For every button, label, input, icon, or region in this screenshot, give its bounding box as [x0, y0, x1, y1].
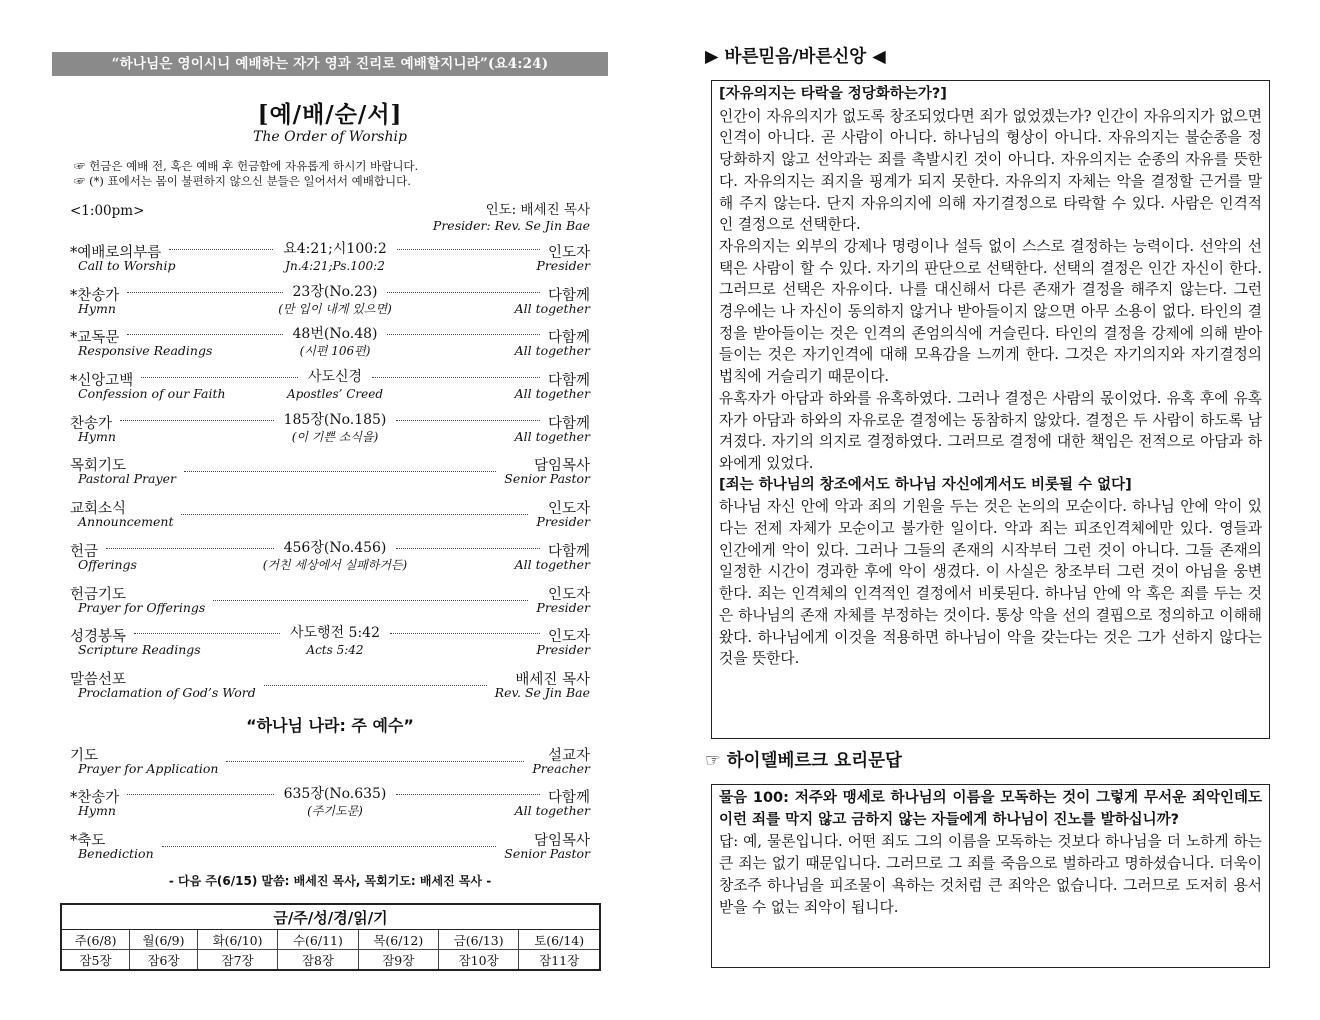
dot-leader	[127, 794, 273, 795]
catechism-answer: 답: 예, 물론입니다. 어떤 죄도 그의 이름을 모독하는 것보다 하나님을 더 노하게 하는 큰 죄는 없기 때문입니다. 그러므로 그 죄를 죽음으로 벌하라고 명하셨습니다. 더욱이 창조주 하나님을 피조물이 욕하는 것처럼 큰 죄악은 없습니다. 그러므로 도저히 용서받을 수 없는 죄악이 됩니다.	[719, 833, 1262, 916]
order-item-leader-english: All together	[514, 386, 590, 402]
order-item-leader: 다함께	[547, 415, 590, 432]
order-item-name: 교회소식	[70, 501, 127, 518]
order-item	[52, 452, 608, 495]
order-item-detail-sub: Acts 5:42	[306, 643, 364, 658]
dot-leader	[226, 761, 524, 762]
dot-leader	[387, 334, 539, 335]
order-item-leader-english: All together	[514, 428, 590, 444]
order-item-leader: 인도자	[547, 245, 590, 261]
reading-chapter: 잠6장	[130, 950, 198, 971]
order-item-leader: 인도자	[547, 501, 590, 518]
dot-leader	[213, 600, 528, 601]
order-item-detail	[212, 369, 458, 403]
dot-leader	[264, 685, 487, 686]
order-item-leader-english: Rev. Se Jin Bae	[494, 684, 590, 700]
order-item-name: 찬송가	[70, 415, 113, 432]
order-item	[52, 623, 608, 666]
reading-chapter: 잠5장	[61, 950, 130, 971]
order-item-name: 목회기도	[70, 458, 127, 475]
order-item-name-english: Prayer for Application	[78, 760, 219, 776]
dot-leader	[141, 377, 298, 378]
order-item-leader-english: All together	[514, 300, 590, 316]
order-item	[52, 410, 608, 453]
dot-leader	[127, 292, 282, 293]
order-item-name-english: Confession of our Faith	[78, 386, 226, 402]
order-item-leader-english: Presider	[536, 514, 590, 530]
order-item-name-english: Proclamation of God’s Word	[78, 684, 256, 700]
order-list-after-sermon	[52, 742, 608, 870]
dot-leader	[106, 548, 274, 549]
order-item-name-english: Scripture Readings	[78, 642, 201, 658]
order-item-leader: 담임목사	[533, 832, 590, 849]
order-item-leader-english: Senior Pastor	[504, 845, 590, 861]
order-item	[52, 239, 608, 282]
article-paragraph-1: 인간이 자유의지가 없도록 창조되었다면 죄가 없었겠는가? 인간이 자유의지가 없으면 인격이 아니다. 곧 사람이 아니다. 하나님의 형상이 아니다. 자유의지는 불순종을 정당화하지 않고 선악과는 죄를 촉발시킨 것이 아니다. 자유의지는 순종의 자유를 뜻한다. 자유의지는 죄지을 핑계가 되지 못한다. 자유의지 자체는 악을 결정할 근거를 말해 주지 않는다. 단지 자유의지에 의해 자기결정으로 타락할 수 있다. 사람은 인격적인 결정으로 선택한다.	[719, 107, 1262, 234]
order-item-name-english: Pastoral Prayer	[78, 471, 176, 487]
order-item-name: *찬송가	[70, 287, 120, 304]
order-item-leader-english: Preacher	[532, 760, 590, 776]
leader-korean: 인도: 배세진 목사	[485, 202, 590, 218]
service-leader	[433, 203, 590, 233]
right-page	[705, 40, 1270, 74]
article-paragraph-2: 자유의지는 외부의 강제나 명령이나 설득 없이 스스로 결정하는 능력이다. 선악의 선택은 사람이 할 수 있다. 자기의 판단으로 선택한다. 선택의 결정은 인간 자신이 한다. 그러므로 선택은 자유이다. 나를 대신해서 다른 존재가 결정을 해주지 않는다. 그런 경우에는 나 자신이 동의하지 않거나 받아들이지 않으면 아무 소용이 없다. 타인의 결정을 받아들이는 것은 인격의 존엄의식에 거슬린다. 타인의 결정을 강제에 의해 받아들이는 것은 자기인격에 대해 모욕감을 느끼게 한다. 그것은 자기의지와 자기결정의 법칙에 거슬리기 때문이다.	[719, 237, 1262, 386]
order-item-detail-main: 185장(No.185)	[283, 411, 387, 428]
order-item-leader-english: Presider	[536, 599, 590, 615]
dot-leader	[396, 794, 540, 795]
order-item-name: *신앙고백	[70, 373, 134, 390]
order-item-leader: 다함께	[547, 790, 590, 807]
dot-leader	[396, 420, 540, 421]
order-item-leader-english: Presider	[536, 258, 590, 273]
order-item-name-english: Prayer for Offerings	[78, 599, 206, 615]
reading-day: 화(6/10)	[197, 930, 277, 950]
page-subtitle: The Order of Worship	[253, 129, 407, 145]
order-of-worship-page	[52, 52, 608, 889]
order-item-name: *찬송가	[70, 790, 120, 807]
reading-day: 주(6/8)	[61, 930, 130, 950]
order-item-leader: 다함께	[547, 543, 590, 560]
order-item-leader-english: Presider	[536, 642, 590, 658]
catechism-question: 물음 100: 저주와 맹세로 하나님의 이름을 모독하는 것이 그렇게 무서운 죄악인데도 이런 죄를 막지 않고 금하지 않는 자들에게 하나님이 진노를 발하십니까?	[719, 790, 1262, 828]
order-item-leader-english: All together	[514, 556, 590, 572]
order-item-detail	[212, 241, 458, 275]
order-item-name-english: Offerings	[78, 556, 137, 572]
dot-leader	[169, 249, 273, 250]
dot-leader	[387, 292, 539, 293]
order-item	[52, 827, 608, 870]
order-item	[52, 581, 608, 624]
service-time: <1:00pm>	[70, 203, 145, 219]
order-item-detail-main: 사도행전 5:42	[290, 625, 380, 642]
order-item-leader: 다함께	[547, 373, 590, 390]
order-item-name: *교독문	[70, 330, 120, 347]
order-item-detail-sub: (이 기쁜 소식을)	[291, 429, 379, 444]
reading-days-row	[61, 930, 600, 950]
order-item-name-english: Hymn	[78, 428, 116, 444]
order-item-detail	[212, 412, 458, 446]
order-list	[52, 239, 608, 709]
order-item	[52, 367, 608, 410]
order-item-name: 말씀선포	[70, 671, 127, 688]
order-item-leader: 인도자	[547, 629, 590, 646]
order-item-detail-main: 635장(No.635)	[283, 786, 387, 803]
order-item-leader-english: All together	[514, 803, 590, 819]
order-item-leader: 다함께	[547, 330, 590, 347]
dot-leader	[134, 633, 280, 634]
page-title: [예/배/순/서]	[257, 101, 403, 128]
dot-leader	[162, 846, 497, 847]
order-item-detail	[212, 786, 458, 820]
dot-leader	[120, 420, 274, 421]
dot-leader	[181, 514, 528, 515]
order-item-detail-main: 요4:21;시100:2	[283, 241, 387, 257]
reading-chapter: 잠9장	[358, 950, 438, 971]
order-item	[52, 282, 608, 325]
note-standing: ☞ (*) 표에서는 몸이 불편하지 않으신 분들은 일어서서 예배합니다.	[74, 174, 411, 188]
scripture-banner: “하나님은 영이시니 예배하는 자가 영과 진리로 예배할지니라”(요4:24)	[52, 52, 608, 76]
order-item-leader-english: Senior Pastor	[504, 471, 590, 487]
order-item-detail-main: 456장(No.456)	[283, 539, 387, 556]
order-item-name-english: Benediction	[78, 845, 154, 861]
dot-leader	[127, 334, 282, 335]
order-item-detail	[212, 284, 458, 318]
dot-leader	[397, 249, 540, 250]
section-heading-catechism: ☞ 하이델베르크 요리문답	[705, 751, 902, 771]
worship-notes	[74, 159, 608, 189]
article-question-1: [자유의지는 타락을 정당화하는가?]	[719, 86, 947, 102]
reading-day: 월(6/9)	[130, 930, 198, 950]
order-item-name: 헌금	[70, 543, 99, 560]
order-item-detail-main: 48번(No.48)	[292, 326, 378, 343]
weekly-reading-table	[60, 903, 601, 971]
order-item	[52, 538, 608, 581]
order-item	[52, 495, 608, 538]
dot-leader	[390, 633, 540, 634]
article-paragraph-3: 유혹자가 아담과 하와를 유혹하였다. 그러나 결정은 사람의 몫이었다. 유혹 후에 유혹자가 아담과 하와의 자유로운 결정에는 동참하지 않았다. 결정은 두 사람이 하도록 남겨졌다. 자기의 의지로 결정하였다. 그러므로 결정에 대한 책임은 전적으로 아담과 하와에게 있었다.	[719, 389, 1262, 472]
reading-day: 금(6/13)	[438, 930, 518, 950]
reading-day: 수(6/11)	[278, 930, 358, 950]
order-item	[52, 784, 608, 827]
order-item-detail-sub: Jn.4:21;Ps.100:2	[285, 259, 385, 273]
order-item-detail-sub: (거친 세상에서 실패하거든)	[262, 557, 408, 572]
article-paragraph-4: 하나님 자신 안에 악과 죄의 기원을 두는 것은 논의의 모순이다. 하나님 안에 악이 있다는 전제 자체가 모순이고 불가한 일이다. 악과 죄는 피조인격체에만 있다. 영들과 인간에게 악이 있다. 그러나 그들의 존재의 시작부터 그런 것이 아니다. 그들 존재의 일정한 시간이 경과한 후에 악이 생겼다. 이 사실은 창조부터 그런 것이 아님을 웅변한다. 죄는 인격체의 인격적인 결정에서 비롯된다. 하나님 안에 악 혹은 죄를 두는 것은 하나님의 존재 자체를 부정하는 것이다. 통상 악을 선의 결핍으로 정의하고 이해해 왔다. 하나님에게 이것을 적용하면 하나님이 악을 갖는다는 것은 그가 선하지 않다는 것을 뜻한다.	[719, 498, 1262, 668]
sermon-theme: “하나님 나라: 주 예수”	[246, 715, 414, 735]
article-question-2: [죄는 하나님의 창조에서도 하나님 자신에게서도 비롯될 수 없다]	[719, 476, 1132, 493]
section-heading-faith: ▶ 바른믿음/바른신앙 ◀	[705, 47, 886, 67]
leader-english: Presider: Rev. Se Jin Bae	[432, 218, 590, 233]
reading-chapter: 잠10장	[438, 950, 518, 971]
order-item-name: 헌금기도	[70, 586, 127, 603]
reading-title: 금/주/성/경/읽/기	[61, 904, 600, 930]
faith-article-box	[711, 80, 1270, 739]
order-item-name: 기도	[70, 747, 99, 764]
order-item-name-english: Announcement	[78, 514, 174, 530]
order-item-detail	[212, 625, 458, 659]
order-item-leader: 인도자	[547, 586, 590, 603]
order-item-name: *축도	[70, 832, 106, 849]
order-item-name-english: Responsive Readings	[78, 343, 213, 359]
order-item-detail	[212, 326, 458, 360]
next-week-info: - 다음 주(6/15) 말씀: 배세진 목사, 목회기도: 배세진 목사 -	[168, 873, 492, 888]
order-item-leader: 배세진 목사	[515, 671, 590, 688]
order-item	[52, 666, 608, 709]
order-item-detail-main: 23장(No.23)	[292, 283, 378, 300]
order-item-detail-sub: (주기도문)	[307, 804, 363, 819]
reading-day: 목(6/12)	[358, 930, 438, 950]
order-item-detail	[212, 540, 458, 574]
order-item-detail-sub: (시편 106편)	[299, 344, 371, 359]
dot-leader	[396, 548, 540, 549]
reading-chapter: 잠7장	[197, 950, 277, 971]
dot-leader	[184, 471, 496, 472]
order-item-name: 성경봉독	[70, 629, 127, 646]
order-item-name: *예배로의부름	[70, 245, 162, 261]
service-meta	[52, 201, 608, 239]
order-item-name-english: Call to Worship	[78, 258, 176, 273]
order-item-detail-sub: Apostles’ Creed	[286, 387, 384, 402]
order-item	[52, 742, 608, 785]
order-item-detail-main: 사도신경	[307, 369, 363, 386]
order-item-name-english: Hymn	[78, 300, 116, 316]
order-item	[52, 324, 608, 367]
order-item-leader: 담임목사	[533, 458, 590, 475]
order-item-leader: 다함께	[547, 287, 590, 304]
reading-chapter: 잠8장	[278, 950, 358, 971]
order-item-leader-english: All together	[514, 343, 590, 359]
catechism-box	[711, 784, 1270, 968]
reading-chapters-row	[61, 950, 600, 971]
dot-leader	[372, 377, 540, 378]
reading-day: 토(6/14)	[519, 930, 600, 950]
reading-chapter: 잠11장	[519, 950, 600, 971]
order-item-leader: 설교자	[547, 747, 590, 764]
order-item-name-english: Hymn	[78, 803, 116, 819]
order-item-detail-sub: (만 입이 내게 있으면)	[278, 301, 392, 316]
note-offering: ☞ 헌금은 예배 전, 혹은 예배 후 헌금함에 자유롭게 하시기 바랍니다.	[74, 159, 419, 173]
